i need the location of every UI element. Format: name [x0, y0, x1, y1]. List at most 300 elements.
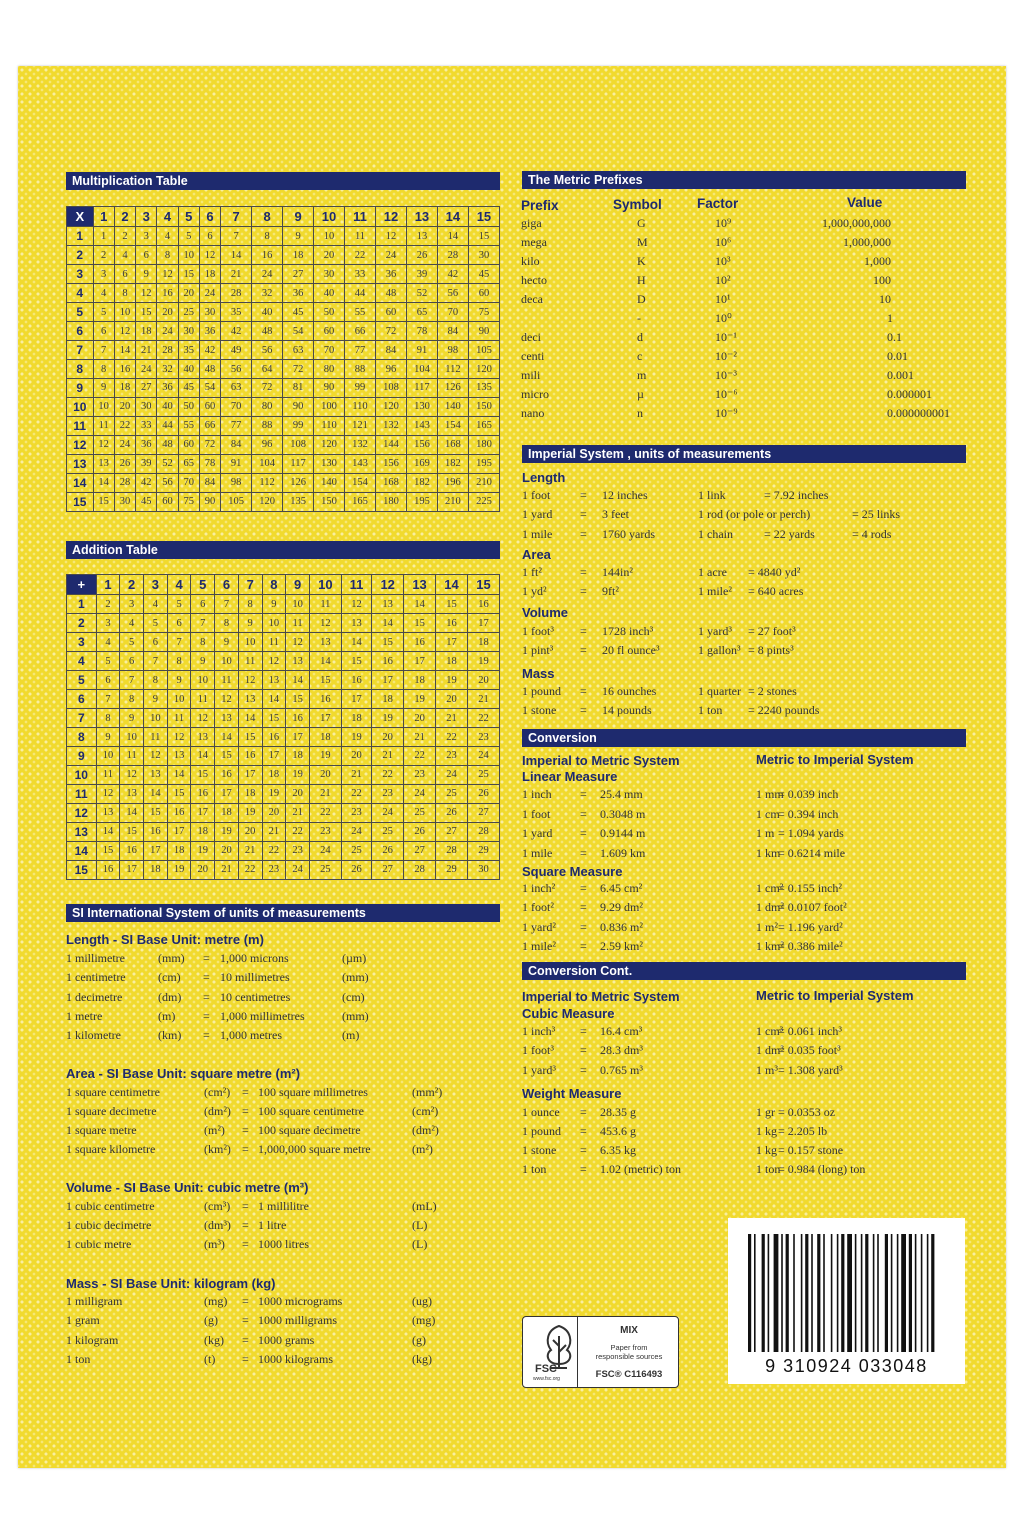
cell-text: =	[580, 1043, 587, 1058]
table-cell: 17	[404, 652, 436, 671]
table-cell: 9	[93, 378, 114, 397]
cell-text: = 1.196 yard²	[778, 919, 843, 934]
table-cell: 24	[157, 322, 178, 341]
cell-text: =	[242, 1085, 249, 1099]
table-cell: 3	[136, 227, 157, 246]
table-cell: 90	[199, 492, 220, 511]
table-cell: 6	[199, 227, 220, 246]
table-cell: 156	[375, 454, 406, 473]
table-cell: 18	[215, 803, 239, 822]
table-cell: 25	[467, 765, 499, 784]
table-cell: 10	[215, 652, 239, 671]
barcode-number: 9 310924 033048	[765, 1356, 928, 1376]
cell-text: =	[580, 643, 587, 658]
cell-text: 16.4 cm³	[600, 1024, 643, 1038]
table-cell: 12	[114, 322, 135, 341]
table-cell: 20	[178, 284, 199, 303]
table-cell: 40	[157, 397, 178, 416]
column-header: 5	[191, 575, 215, 595]
cell-text: (L)	[412, 1237, 428, 1251]
row-header: 7	[67, 341, 94, 360]
table-cell: 24	[341, 822, 371, 841]
table-cell: 25	[372, 822, 404, 841]
table-cell: 10	[178, 246, 199, 265]
table-cell: 28	[114, 473, 135, 492]
table-cell: 14	[167, 765, 191, 784]
cell-text: 1 m	[756, 826, 775, 841]
table-cell: 40	[314, 284, 345, 303]
cell-text: =	[580, 1162, 587, 1176]
table-cell: 7	[221, 227, 252, 246]
table-cell: 117	[283, 454, 314, 473]
table-cell: 10	[120, 728, 144, 747]
table-cell: 15	[144, 803, 168, 822]
table-cell: 17	[120, 860, 144, 879]
cell-text: 1 link	[698, 488, 726, 502]
table-cell: 20	[238, 822, 262, 841]
table-cell: 12	[136, 284, 157, 303]
cell-text: 1000 grams	[258, 1332, 315, 1347]
table-cell: 5	[167, 595, 191, 614]
table-cell: 35	[178, 341, 199, 360]
cell-text: D	[637, 292, 646, 306]
cell-text: (g)	[204, 1313, 218, 1328]
cell-text: 453.6 g	[600, 1124, 636, 1138]
table-cell: 26	[404, 822, 436, 841]
table-cell: 10	[93, 397, 114, 416]
table-cell: 135	[468, 378, 499, 397]
cell-text: =	[580, 1105, 587, 1119]
table-cell: 22	[309, 803, 341, 822]
table-cell: 21	[221, 265, 252, 284]
table-cell: 6	[93, 322, 114, 341]
cell-text: 1 kilogram	[66, 1332, 119, 1347]
table-cell: 9	[96, 728, 120, 747]
table-cell: 154	[437, 416, 468, 435]
cell-text: 1 ton	[756, 1162, 781, 1176]
prefix-column-header: Prefix	[521, 198, 559, 213]
barcode-bar	[817, 1234, 820, 1352]
row-header: 10	[67, 397, 94, 416]
cell-text: =	[580, 1124, 587, 1138]
table-row	[67, 360, 500, 379]
table-cell: 26	[114, 454, 135, 473]
table-cell: 27	[467, 803, 499, 822]
table-cell: 14	[96, 822, 120, 841]
table-cell: 24	[467, 746, 499, 765]
table-cell: 81	[283, 378, 314, 397]
table-cell: 30	[314, 265, 345, 284]
table-cell: 49	[221, 341, 252, 360]
table-cell: 8	[215, 614, 239, 633]
table-cell: 18	[404, 671, 436, 690]
table-cell: 13	[120, 784, 144, 803]
table-cell: 13	[341, 614, 371, 633]
cell-text: =	[580, 938, 587, 953]
barcode-bar	[781, 1234, 783, 1352]
table-cell: 11	[309, 595, 341, 614]
table-cell: 18	[114, 378, 135, 397]
barcode-bar	[915, 1234, 917, 1352]
table-cell: 19	[372, 709, 404, 728]
table-cell: 21	[286, 803, 310, 822]
table-cell: 14	[341, 633, 371, 652]
cell-text: 1 cm³	[756, 1024, 784, 1038]
cell-text: =	[580, 488, 587, 502]
table-cell: 154	[345, 473, 376, 492]
cell-text: 1.609 km	[600, 845, 646, 860]
cell-text: = 27 foot³	[748, 624, 796, 638]
cell-text: G	[637, 216, 646, 230]
table-row	[67, 860, 500, 879]
fsc-logo-text: FSC	[535, 1363, 557, 1375]
table-cell: 17	[191, 803, 215, 822]
fsc-line1: Paper from	[610, 1343, 648, 1352]
column-header: 14	[437, 207, 468, 227]
table-cell: 3	[93, 265, 114, 284]
barcode-bar	[921, 1234, 923, 1352]
column-header: 1	[93, 207, 114, 227]
table-cell: 60	[178, 435, 199, 454]
table-row	[67, 784, 500, 803]
cell-text: 1	[887, 311, 893, 325]
table-cell: 30	[178, 322, 199, 341]
table-cell: 55	[345, 303, 376, 322]
cell-text: 1 millimetre	[66, 951, 125, 965]
table-cell: 19	[286, 765, 310, 784]
cell-text: 1 m²	[756, 919, 778, 934]
cell-text: (dm²)	[412, 1123, 439, 1137]
table-cell: 84	[221, 435, 252, 454]
table-cell: 16	[309, 690, 341, 709]
table-cell: 12	[215, 690, 239, 709]
table-cell: 36	[375, 265, 406, 284]
table-cell: 108	[375, 378, 406, 397]
table-cell: 168	[437, 435, 468, 454]
cell-text: (cm)	[158, 970, 181, 985]
cell-text: 0.3048 m	[600, 806, 646, 821]
table-row	[67, 728, 500, 747]
table-cell: 91	[406, 341, 437, 360]
cell-text: 1 square metre	[66, 1123, 137, 1137]
table-cell: 120	[252, 492, 283, 511]
addition-table-header: Addition Table	[66, 541, 500, 559]
table-cell: 13	[96, 803, 120, 822]
table-cell: 27	[404, 841, 436, 860]
table-row	[67, 709, 500, 728]
table-cell: 21	[309, 784, 341, 803]
column-header: 13	[406, 207, 437, 227]
cell-text: 6.45 cm²	[600, 881, 643, 895]
cell-text: 1 decimetre	[66, 989, 123, 1004]
column-header: 7	[238, 575, 262, 595]
row-header: 2	[67, 614, 97, 633]
cell-text: = 22 yards	[764, 526, 815, 541]
table-cell: 80	[314, 360, 345, 379]
table-cell: 180	[468, 435, 499, 454]
cell-text: 1 km²	[756, 938, 784, 953]
table-cell: 54	[283, 322, 314, 341]
table-row	[67, 841, 500, 860]
table-cell: 24	[114, 435, 135, 454]
column-header: 15	[468, 207, 499, 227]
fsc-code: FSC® C116493	[595, 1369, 663, 1380]
table-cell: 72	[199, 435, 220, 454]
cell-text: (cm²)	[204, 1085, 231, 1099]
table-cell: 130	[314, 454, 345, 473]
table-cell: 11	[345, 227, 376, 246]
cell-text: 0.000000001	[887, 406, 950, 420]
table-cell: 66	[199, 416, 220, 435]
cell-text: 1 inch	[522, 787, 552, 801]
cell-text: 1000 micrograms	[258, 1294, 343, 1308]
table-cell: 12	[144, 746, 168, 765]
cell-text: 1 foot²	[522, 900, 554, 915]
table-cell: 36	[283, 284, 314, 303]
table-cell: 16	[144, 822, 168, 841]
cell-text: 1 kg	[756, 1143, 777, 1157]
cell-text: = 4 rods	[852, 526, 892, 541]
cell-text: = 0.0353 oz	[778, 1105, 836, 1119]
table-cell: 8	[157, 246, 178, 265]
cell-text: =	[580, 787, 587, 801]
cell-text: d	[637, 330, 643, 344]
table-cell: 112	[437, 360, 468, 379]
table-cell: 14	[437, 227, 468, 246]
table-cell: 24	[199, 284, 220, 303]
cell-text: = 0.984 (long) ton	[778, 1162, 866, 1176]
cell-text: 1 dm²	[756, 900, 784, 915]
cell-text: 16 ounches	[602, 684, 657, 698]
cell-text: = 640 acres	[748, 584, 804, 599]
row-header: 8	[67, 360, 94, 379]
conversion-header: Conversion	[522, 729, 966, 747]
table-cell: 132	[345, 435, 376, 454]
cell-text: = 0.6214 mile	[778, 845, 846, 860]
cell-text: 1 millilitre	[258, 1199, 309, 1213]
linear-measure-heading: Linear Measure	[522, 769, 618, 784]
table-cell: 9	[191, 652, 215, 671]
table-cell: 225	[468, 492, 499, 511]
cell-text: =	[203, 951, 210, 965]
table-cell: 182	[406, 473, 437, 492]
cell-text: 1,000,000	[843, 235, 891, 249]
table-row	[67, 246, 500, 265]
cell-text: 1 ton	[522, 1162, 547, 1176]
cell-text: 3 feet	[602, 507, 629, 522]
table-cell: 21	[238, 841, 262, 860]
multiplication-table	[66, 206, 500, 512]
row-header: 4	[67, 284, 94, 303]
row-header: 4	[67, 652, 97, 671]
table-cell: 45	[136, 492, 157, 511]
table-cell: 12	[238, 671, 262, 690]
table-cell: 36	[136, 435, 157, 454]
cell-text: = 1.094 yards	[778, 826, 844, 841]
cell-text: =	[242, 1332, 249, 1347]
table-cell: 29	[436, 860, 468, 879]
table-cell: 4	[96, 633, 120, 652]
table-cell: 16	[191, 784, 215, 803]
table-cell: 24	[436, 765, 468, 784]
table-cell: 24	[375, 246, 406, 265]
table-cell: 6	[191, 595, 215, 614]
column-header: 10	[309, 575, 341, 595]
barcode-bar	[861, 1234, 863, 1352]
table-cell: 8	[93, 360, 114, 379]
cell-text: = 0.039 inch	[778, 787, 839, 801]
table-cell: 90	[468, 322, 499, 341]
table-row	[67, 416, 500, 435]
barcode-bar	[762, 1234, 765, 1352]
table-cell: 24	[286, 860, 310, 879]
table-cell: 52	[406, 284, 437, 303]
cell-text: 1,000 microns	[220, 951, 289, 965]
cubic-measure-heading: Cubic Measure	[522, 1006, 615, 1021]
row-header: 8	[67, 728, 97, 747]
table-cell: 20	[309, 765, 341, 784]
cell-text: (kg)	[412, 1351, 432, 1366]
cell-text: 144in²	[602, 565, 633, 579]
table-row	[67, 746, 500, 765]
table-cell: 56	[221, 360, 252, 379]
cell-text: (mg)	[204, 1294, 228, 1308]
table-cell: 20	[215, 841, 239, 860]
table-cell: 23	[262, 860, 286, 879]
cell-text: = 25 links	[852, 507, 901, 522]
table-cell: 35	[221, 303, 252, 322]
cell-text: (t)	[204, 1351, 216, 1366]
table-cell: 12	[262, 652, 286, 671]
cell-text: (mm)	[158, 951, 185, 965]
multiplication-table-header: Multiplication Table	[66, 172, 500, 190]
table-cell: 112	[252, 473, 283, 492]
cell-text: 100 square centimetre	[258, 1104, 364, 1118]
cell-text: (kg)	[204, 1332, 224, 1347]
table-cell: 27	[283, 265, 314, 284]
cell-text: =	[580, 1143, 587, 1157]
column-header: 11	[345, 207, 376, 227]
table-cell: 14	[286, 671, 310, 690]
cell-text: K	[637, 254, 646, 268]
table-cell: 18	[167, 841, 191, 860]
barcode-bar	[768, 1234, 770, 1352]
cell-text: = 2.205 lb	[778, 1124, 828, 1138]
table-cell: 19	[191, 841, 215, 860]
cell-text: =	[242, 1142, 249, 1156]
table-cell: 33	[345, 265, 376, 284]
table-cell: 16	[372, 652, 404, 671]
table-cell: 120	[375, 397, 406, 416]
table-cell: 4	[144, 595, 168, 614]
table-cell: 16	[167, 803, 191, 822]
table-row	[67, 595, 500, 614]
table-cell: 99	[345, 378, 376, 397]
table-cell: 3	[120, 595, 144, 614]
table-cell: 22	[114, 416, 135, 435]
barcode-bar	[877, 1234, 879, 1352]
table-cell: 26	[372, 841, 404, 860]
cell-text: 1 mm	[756, 787, 784, 801]
cell-text: 9.29 dm²	[600, 900, 643, 915]
table-cell: 30	[114, 492, 135, 511]
cell-text: (dm)	[158, 989, 182, 1004]
table-cell: 21	[262, 822, 286, 841]
cell-text: 10 centimetres	[220, 989, 291, 1004]
table-cell: 36	[157, 378, 178, 397]
row-header: 5	[67, 671, 97, 690]
cell-text: 1 litre	[258, 1218, 287, 1232]
table-cell: 72	[375, 322, 406, 341]
table-cell: 18	[341, 709, 371, 728]
table-cell: 156	[406, 435, 437, 454]
table-cell: 70	[221, 397, 252, 416]
cell-text: =	[242, 1218, 249, 1232]
barcode-bar	[793, 1234, 795, 1352]
table-cell: 15	[167, 784, 191, 803]
cell-text: 2.59 km²	[600, 938, 643, 953]
table-cell: 19	[404, 690, 436, 709]
cell-text: 0.765 m³	[600, 1062, 643, 1077]
cell-text: 1 acre	[698, 565, 727, 579]
conversion-cont-header: Conversion Cont.	[522, 962, 966, 980]
column-header: 13	[404, 575, 436, 595]
cell-text: 1 mile²	[698, 584, 732, 599]
row-header: 7	[67, 709, 97, 728]
table-cell: 48	[375, 284, 406, 303]
row-header: 11	[67, 784, 97, 803]
conv2-left-heading: Imperial to Metric System	[522, 989, 680, 1004]
table-cell: 24	[309, 841, 341, 860]
table-cell: 17	[286, 728, 310, 747]
column-header: 1	[96, 575, 120, 595]
table-cell: 17	[262, 746, 286, 765]
table-cell: 12	[309, 614, 341, 633]
table-cell: 23	[286, 841, 310, 860]
table-cell: 15	[372, 633, 404, 652]
table-cell: 22	[404, 746, 436, 765]
cell-text: 1 ton	[698, 703, 723, 718]
barcode-bar	[841, 1234, 844, 1352]
table-cell: 11	[191, 690, 215, 709]
weight-measure-heading: Weight Measure	[522, 1086, 622, 1101]
imperial-volume-heading: Volume	[522, 605, 568, 620]
column-header: 5	[178, 207, 199, 227]
cell-text: 1 centimetre	[66, 970, 126, 985]
cell-text: 1 yard³	[698, 624, 732, 638]
table-cell: 140	[314, 473, 345, 492]
conv2-right-heading: Metric to Imperial System	[756, 988, 914, 1003]
cell-text: 25.4 mm	[600, 787, 643, 801]
si-area-heading: Area - SI Base Unit: square metre (m²)	[66, 1066, 301, 1081]
table-cell: 195	[406, 492, 437, 511]
table-cell: 150	[314, 492, 345, 511]
table-cell: 44	[157, 416, 178, 435]
cell-text: (mm)	[342, 970, 369, 985]
table-cell: 14	[114, 341, 135, 360]
cell-text: = 0.386 mile²	[778, 938, 843, 953]
cell-text: 1000 litres	[258, 1237, 309, 1251]
cell-text: 1,000,000 square metre	[258, 1142, 371, 1156]
cell-text: 1 cm²	[756, 881, 784, 895]
table-cell: 6	[167, 614, 191, 633]
table-cell: 12	[375, 227, 406, 246]
table-cell: 117	[406, 378, 437, 397]
table-cell: 11	[286, 614, 310, 633]
table-cell: 143	[345, 454, 376, 473]
table-cell: 88	[345, 360, 376, 379]
table-cell: 4	[93, 284, 114, 303]
